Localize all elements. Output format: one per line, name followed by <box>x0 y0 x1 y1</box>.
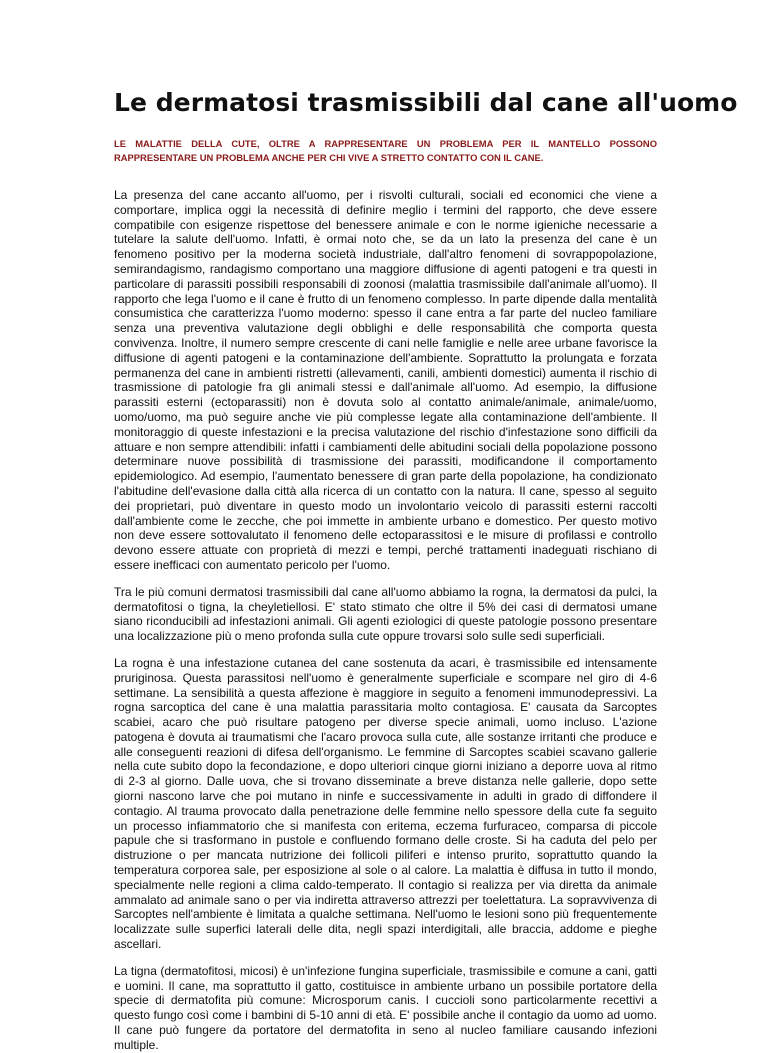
paragraph-intro: La presenza del cane accanto all'uomo, per i risvolti culturali, sociali ed economici che viene a comportare, implica oggi la necessità di definire meglio i termini del rapporto, che deve essere compatibile con esigenze rispettose del benessere animale e con le norme igieniche necessarie a tutelare la salute dell'uomo. Infatti, è ormai noto che, se da un lato la presenza del cane è un fenomeno positivo per la moderna società industriale, dall'altro fenomeni di sovrappopolazione, semirandagismo, randagismo comportano una maggiore diffusione di agenti patogeni e tra questi in particolare di parassiti possibili responsabili di zoonosi (malattia trasmissibile dall'animale all'uomo). Il rapporto che lega l'uomo e il cane è frutto di un fenomeno complesso. In parte dipende dalla mentalità consumistica che caratterizza l'uomo moderno: spesso il cane entra a far parte del nucleo familiare senza una preventiva valutazione degli obblighi e delle responsabilità che comporta questa convivenza. Inoltre, il numero sempre crescente di cani nelle famiglie e nelle aree urbane favorisce la diffusione di agenti patogeni e la contaminazione dell'ambiente. Soprattutto la prolungata e forzata permanenza del cane in ambienti ristretti (allevamenti, canili, ambienti domestici) aumenta il rischio di trasmissione di patologie fra gli animali stessi e dall'animale all'uomo. Ad esempio, la diffusione parassiti esterni (ectoparassiti) non è dovuta solo al contatto animale/animale, animale/uomo, uomo/uomo, ma può seguire anche vie più complesse legate alla contaminazione dell'ambiente. Il monitoraggio di queste infestazioni e la precisa valutazione del rischio d'infestazione sono difficili da attuare e non sempre attendibili: infatti i cambiamenti delle abitudini sociali della popolazione possono determinare nuove possibilità di trasmissione dei parassiti, modificandone il comportamento epidemiologico. Ad esempio, l'aumentato benessere di gran parte della popolazione, ha condizionato l'abitudine dell'evasione dalla città alla ricerca di un contatto con la natura. Il cane, spesso al seguito dei proprietari, può diventare in questo modo un involontario veicolo di parassiti esterni raccolti dall'ambiente come le zecche, che poi immette in ambiente urbano e domestico. Per questo motivo non deve essere sottovalutato il fenomeno delle ectoparassitosi e le misure di profilassi e controllo devono essere attuate con proprietà di mezzi e tempi, perché trattamenti inadeguati rischiano di essere inefficaci con aumentato pericolo per l'uomo. <box>114 188 657 572</box>
paragraph-tigna: La tigna (dermatofitosi, micosi) è un'infezione fungina superficiale, trasmissibile e comune a cani, gatti e uomini. Il cane, ma soprattutto il gatto, costituisce in ambiente urbano un possibile portatore della specie di dermatofita più comune: Microsporum canis. I cuccioli sono particolarmente recettivi a questo fungo così come i bambini di 5-10 anni di età. E' possibile anche il contagio da uomo ad uomo. Il cane può fungere da portatore del dermatofita in seno al nucleo familiare causando infezioni multiple. <box>114 963 657 1052</box>
paragraph-common-dermatoses: Tra le più comuni dermatosi trasmissibili dal cane all'uomo abbiamo la rogna, la dermatosi da pulci, la dermatofitosi o tigna, la cheyletiellosi. E' stato stimato che oltre il 5% dei casi di dermatosi umane siano riconducibili ad infestazioni animali. Gli agenti eziologici di queste patologie possono presentare una localizzazione più o meno profonda sulla cute oppure trovarsi solo sulle sedi superficiali. <box>114 584 657 644</box>
article-title: Le dermatosi trasmissibili dal cane all'uomo <box>114 88 738 117</box>
article-subtitle: LE MALATTIE DELLA CUTE, OLTRE A RAPPRESENTARE UN PROBLEMA PER IL MANTELLO POSSONO RAPPRESENTARE UN PROBLEMA ANCHE PER CHI VIVE A STRETTO CONTATTO CON IL CANE. <box>114 138 657 163</box>
paragraph-rogna: La rogna è una infestazione cutanea del cane sostenuta da acari, è trasmissibile ed intensamente pruriginosa. Questa parassitosi nell'uomo è generalmente superficiale e scompare nel giro di 4-6 settimane. La sensibilità a questa affezione è maggiore in seguito a fenomeni immunodepressivi. La rogna sarcoptica del cane è una malattia parassitaria molto contagiosa. E' causata da Sarcoptes scabiei, acaro che può risultare patogeno per diverse specie animali, uomo incluso. L'azione patogena è dovuta ai traumatismi che l'acaro provoca sulla cute, alle sostanze irritanti che produce e alle conseguenti reazioni di difesa dell'organismo. Le femmine di Sarcoptes scabiei scavano gallerie nella cute subito dopo la fecondazione, e dopo ulteriori cinque giorni iniziano a deporre uova al ritmo di 2-3 al giorno. Dalle uova, che si trovano disseminate a breve distanza nelle gallerie, dopo sette giorni nascono larve che poi mutano in ninfe e successivamente in adulti in grado di diffondere il contagio. Al trauma provocato dalla penetrazione delle femmine nello spessore della cute fa seguito un processo infiammatorio che si manifesta con eritema, eczema furfuraceo, comparsa di piccole papule che si trasformano in pustole e confluendo formano delle croste. Si ha caduta del pelo per distruzione o per mancata nutrizione dei follicoli piliferi e intenso prurito, soprattutto quando la temperatura corporea sale, per esposizione al sole o al calore. La malattia è diffusa in tutto il mondo, specialmente nelle regioni a clima caldo-temperato. Il contagio si realizza per via diretta da animale ammalato ad animale sano o per via indiretta attraverso attrezzi per toelettatura. La sopravvivenza di Sarcoptes nell'ambiente è limitata a qualche settimana. Nell'uomo le lesioni sono più frequentemente localizzate sulle superfici laterali delle dita, negli spazi interdigitali, alle braccia, addome e pieghe ascellari. <box>114 655 657 952</box>
